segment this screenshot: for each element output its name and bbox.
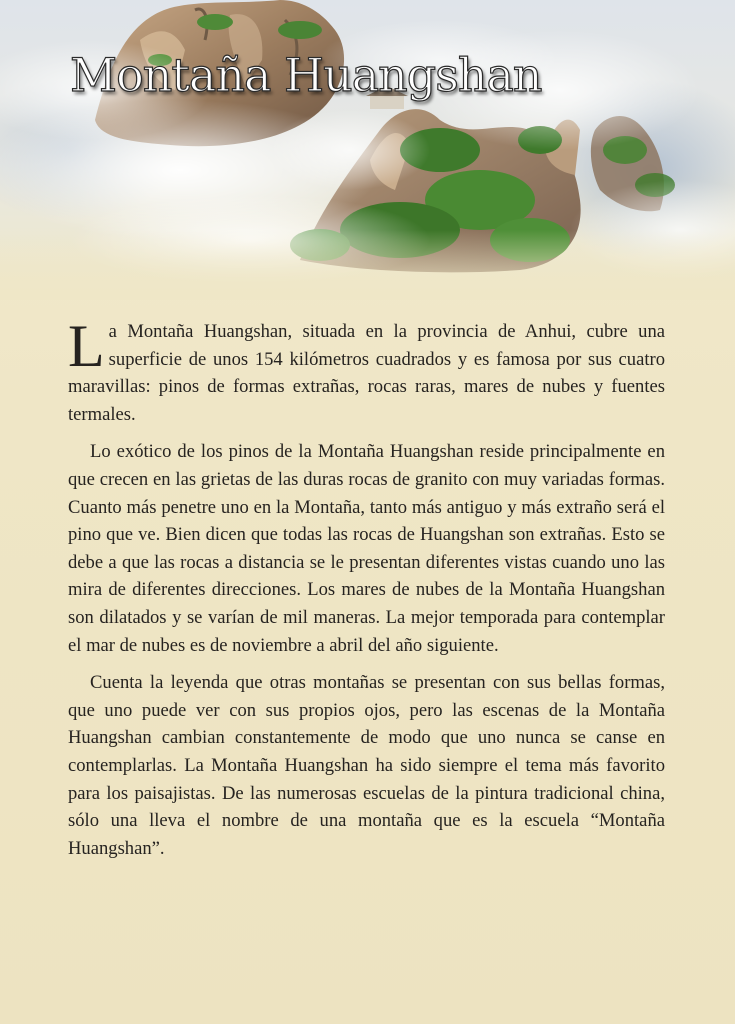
mountain-peaks-in-clouds-image	[0, 0, 735, 300]
drop-cap: L	[68, 313, 105, 379]
paragraph-1-text: a Montaña Huangshan, situada en la provincia de Anhui, cubre una superficie de unos 154 kilómetros cuadrados y es famosa por sus cuatro maravillas: pinos de formas extrañas, rocas raras, mares de nubes y fuentes termales.	[68, 321, 665, 425]
paragraph-3: Cuenta la leyenda que otras montañas se presentan con sus bellas formas, que uno puede ver con sus propios ojos, pero las escenas de la Montaña Huangshan cambian constantemente de modo que uno nunca se canse en contemplarlas. La Montaña Huangshan ha sido siempre el tema más favorito para los paisajistas. De las numerosas escuelas de la pintura tradicional china, sólo una lleva el nombre de una montaña que es la escuela “Montaña Huangshan”.	[68, 672, 665, 859]
paragraph-2: Lo exótico de los pinos de la Montaña Huangshan reside principalmente en que crecen en las grietas de las duras rocas de granito con muy variadas formas. Cuanto más penetre uno en la Montaña, tanto más antiguo y más extraño será el pino que ve. Bien dicen que todas las rocas de Huangshan son extrañas. Esto se debe a que las rocas a distancia se le presentan diferentes vistas cuando uno las mira de diferentes direcciones. Los mares de nubes de la Montaña Huangshan son dilatados y se varían de mil maneras. La mejor temporada para contemplar el mar de nubes es de noviembre a abril del año siguiente.	[68, 441, 665, 656]
page-title: Montaña Huangshan	[70, 48, 542, 102]
hero-image	[0, 0, 735, 300]
paragraph-1	[68, 313, 665, 428]
article-body	[68, 313, 665, 872]
